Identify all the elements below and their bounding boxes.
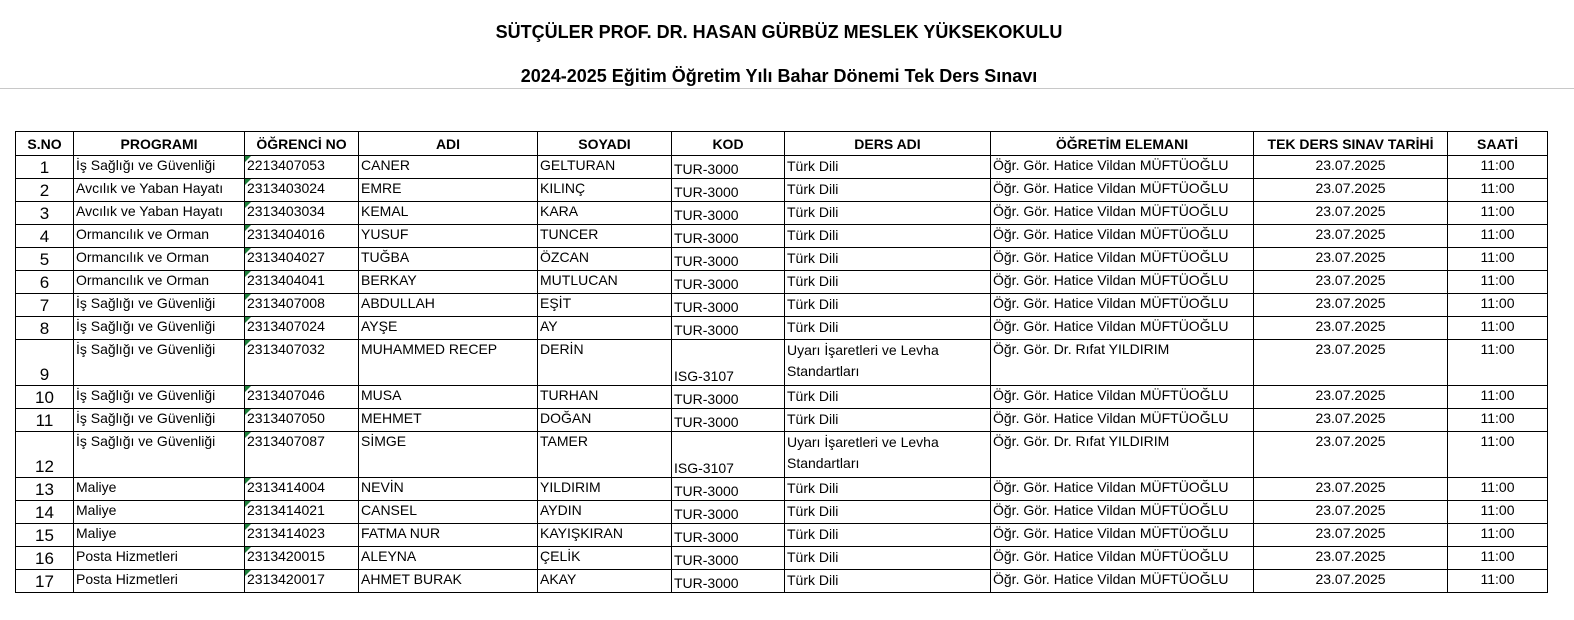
cell-time: 11:00: [1448, 386, 1548, 409]
cell-first-name: CANER: [359, 156, 538, 179]
cell-last-name: DERİN: [538, 340, 672, 386]
cell-time: 11:00: [1448, 294, 1548, 317]
cell-course: Türk Dili: [785, 547, 991, 570]
cell-course: Türk Dili: [785, 156, 991, 179]
cell-sno: 9: [16, 340, 74, 386]
cell-sno: 11: [16, 409, 74, 432]
header-sno: S.NO: [16, 132, 74, 156]
cell-student-no: 2313420015: [245, 547, 359, 570]
cell-course: Türk Dili: [785, 478, 991, 501]
cell-time: 11:00: [1448, 179, 1548, 202]
cell-program: Maliye: [74, 524, 245, 547]
cell-course: Uyarı İşaretleri ve Levha Standartları: [785, 340, 991, 386]
cell-exam-date: 23.07.2025: [1254, 294, 1448, 317]
cell-exam-date: 23.07.2025: [1254, 225, 1448, 248]
cell-program: Avcılık ve Yaban Hayatı: [74, 202, 245, 225]
cell-program: Maliye: [74, 478, 245, 501]
cell-time: 11:00: [1448, 524, 1548, 547]
cell-program: İş Sağlığı ve Güvenliği: [74, 409, 245, 432]
cell-course: Türk Dili: [785, 294, 991, 317]
cell-instructor: Öğr. Gör. Hatice Vildan MÜFTÜOĞLU: [991, 202, 1254, 225]
cell-time: 11:00: [1448, 202, 1548, 225]
cell-course: Türk Dili: [785, 524, 991, 547]
cell-student-no: 2213407053: [245, 156, 359, 179]
cell-last-name: GELTURAN: [538, 156, 672, 179]
cell-last-name: KAYIŞKIRAN: [538, 524, 672, 547]
cell-code: TUR-3000: [672, 202, 785, 225]
cell-program: İş Sağlığı ve Güvenliği: [74, 294, 245, 317]
cell-student-no: 2313420017: [245, 570, 359, 593]
cell-first-name: CANSEL: [359, 501, 538, 524]
cell-exam-date: 23.07.2025: [1254, 409, 1448, 432]
table-row: [16, 478, 1548, 501]
table-row: [16, 501, 1548, 524]
cell-last-name: ÖZCAN: [538, 248, 672, 271]
cell-exam-date: 23.07.2025: [1254, 248, 1448, 271]
cell-sno: 4: [16, 225, 74, 248]
cell-course: Türk Dili: [785, 501, 991, 524]
exam-table: [15, 131, 1548, 593]
cell-sno: 15: [16, 524, 74, 547]
cell-last-name: EŞİT: [538, 294, 672, 317]
cell-last-name: AYDIN: [538, 501, 672, 524]
cell-exam-date: 23.07.2025: [1254, 271, 1448, 294]
cell-code: TUR-3000: [672, 386, 785, 409]
cell-instructor: Öğr. Gör. Hatice Vildan MÜFTÜOĞLU: [991, 478, 1254, 501]
cell-course: Türk Dili: [785, 386, 991, 409]
cell-code: TUR-3000: [672, 179, 785, 202]
cell-student-no: 2313407024: [245, 317, 359, 340]
cell-first-name: AYŞE: [359, 317, 538, 340]
header-last-name: SOYADI: [538, 132, 672, 156]
cell-exam-date: 23.07.2025: [1254, 501, 1448, 524]
table-row: [16, 248, 1548, 271]
cell-first-name: NEVİN: [359, 478, 538, 501]
cell-code: TUR-3000: [672, 156, 785, 179]
cell-exam-date: 23.07.2025: [1254, 317, 1448, 340]
cell-exam-date: 23.07.2025: [1254, 547, 1448, 570]
cell-first-name: EMRE: [359, 179, 538, 202]
cell-time: 11:00: [1448, 225, 1548, 248]
cell-course: Türk Dili: [785, 202, 991, 225]
cell-course: Uyarı İşaretleri ve Levha Standartları: [785, 432, 991, 478]
cell-code: TUR-3000: [672, 478, 785, 501]
cell-last-name: TUNCER: [538, 225, 672, 248]
cell-exam-date: 23.07.2025: [1254, 202, 1448, 225]
cell-time: 11:00: [1448, 317, 1548, 340]
cell-program: Ormancılık ve Orman: [74, 271, 245, 294]
cell-sno: 16: [16, 547, 74, 570]
cell-first-name: MEHMET: [359, 409, 538, 432]
cell-student-no: 2313403024: [245, 179, 359, 202]
cell-last-name: KARA: [538, 202, 672, 225]
cell-time: 11:00: [1448, 340, 1548, 386]
document-subtitle: 2024-2025 Eğitim Öğretim Yılı Bahar Dönemi Tek Ders Sınavı: [520, 66, 1038, 86]
cell-time: 11:00: [1448, 156, 1548, 179]
cell-sno: 10: [16, 386, 74, 409]
cell-exam-date: 23.07.2025: [1254, 432, 1448, 478]
header-row: [16, 132, 1548, 156]
table-row: [16, 317, 1548, 340]
cell-exam-date: 23.07.2025: [1254, 179, 1448, 202]
cell-code: ISG-3107: [672, 432, 785, 478]
cell-sno: 14: [16, 501, 74, 524]
cell-student-no: 2313404041: [245, 271, 359, 294]
header-exam-date: TEK DERS SINAV TARİHİ: [1254, 132, 1448, 156]
table-row: [16, 570, 1548, 593]
table-row: [16, 340, 1548, 386]
cell-instructor: Öğr. Gör. Hatice Vildan MÜFTÜOĞLU: [991, 179, 1254, 202]
cell-student-no: 2313404027: [245, 248, 359, 271]
cell-time: 11:00: [1448, 409, 1548, 432]
cell-first-name: BERKAY: [359, 271, 538, 294]
cell-sno: 6: [16, 271, 74, 294]
cell-code: TUR-3000: [672, 294, 785, 317]
cell-program: İş Sağlığı ve Güvenliği: [74, 432, 245, 478]
table-row: [16, 294, 1548, 317]
cell-program: Posta Hizmetleri: [74, 570, 245, 593]
cell-last-name: AKAY: [538, 570, 672, 593]
cell-student-no: 2313414023: [245, 524, 359, 547]
cell-code: TUR-3000: [672, 501, 785, 524]
cell-instructor: Öğr. Gör. Hatice Vildan MÜFTÜOĞLU: [991, 225, 1254, 248]
cell-exam-date: 23.07.2025: [1254, 570, 1448, 593]
cell-instructor: Öğr. Gör. Hatice Vildan MÜFTÜOĞLU: [991, 271, 1254, 294]
table-row: [16, 179, 1548, 202]
cell-course: Türk Dili: [785, 570, 991, 593]
header-program: PROGRAMI: [74, 132, 245, 156]
cell-sno: 1: [16, 156, 74, 179]
cell-course: Türk Dili: [785, 248, 991, 271]
cell-time: 11:00: [1448, 547, 1548, 570]
header-instructor: ÖĞRETİM ELEMANI: [991, 132, 1254, 156]
cell-first-name: ABDULLAH: [359, 294, 538, 317]
cell-last-name: MUTLUCAN: [538, 271, 672, 294]
cell-last-name: YILDIRIM: [538, 478, 672, 501]
cell-instructor: Öğr. Gör. Hatice Vildan MÜFTÜOĞLU: [991, 524, 1254, 547]
cell-first-name: AHMET BURAK: [359, 570, 538, 593]
cell-sno: 3: [16, 202, 74, 225]
cell-sno: 5: [16, 248, 74, 271]
cell-program: Ormancılık ve Orman: [74, 225, 245, 248]
table-row: [16, 156, 1548, 179]
cell-student-no: 2313414021: [245, 501, 359, 524]
cell-instructor: Öğr. Gör. Dr. Rıfat YILDIRIM: [991, 340, 1254, 386]
cell-time: 11:00: [1448, 248, 1548, 271]
cell-last-name: TURHAN: [538, 386, 672, 409]
cell-course: Türk Dili: [785, 271, 991, 294]
cell-student-no: 2313407087: [245, 432, 359, 478]
table-row: [16, 271, 1548, 294]
cell-first-name: FATMA NUR: [359, 524, 538, 547]
cell-instructor: Öğr. Gör. Hatice Vildan MÜFTÜOĞLU: [991, 156, 1254, 179]
cell-instructor: Öğr. Gör. Hatice Vildan MÜFTÜOĞLU: [991, 294, 1254, 317]
document-title: SÜTÇÜLER PROF. DR. HASAN GÜRBÜZ MESLEK YÜKSEKOKULU: [495, 22, 1063, 42]
cell-program: İş Sağlığı ve Güvenliği: [74, 156, 245, 179]
cell-code: TUR-3000: [672, 317, 785, 340]
table-row: [16, 547, 1548, 570]
cell-exam-date: 23.07.2025: [1254, 386, 1448, 409]
cell-course: Türk Dili: [785, 409, 991, 432]
cell-exam-date: 23.07.2025: [1254, 524, 1448, 547]
cell-program: İş Sağlığı ve Güvenliği: [74, 317, 245, 340]
table-row: [16, 409, 1548, 432]
cell-sno: 2: [16, 179, 74, 202]
cell-time: 11:00: [1448, 570, 1548, 593]
header-student-no: ÖĞRENCİ NO: [245, 132, 359, 156]
cell-sno: 17: [16, 570, 74, 593]
cell-instructor: Öğr. Gör. Hatice Vildan MÜFTÜOĞLU: [991, 501, 1254, 524]
cell-student-no: 2313407046: [245, 386, 359, 409]
table-row: [16, 225, 1548, 248]
cell-sno: 8: [16, 317, 74, 340]
cell-instructor: Öğr. Gör. Hatice Vildan MÜFTÜOĞLU: [991, 409, 1254, 432]
cell-program: Ormancılık ve Orman: [74, 248, 245, 271]
cell-code: TUR-3000: [672, 225, 785, 248]
cell-time: 11:00: [1448, 478, 1548, 501]
cell-program: Maliye: [74, 501, 245, 524]
cell-exam-date: 23.07.2025: [1254, 340, 1448, 386]
cell-time: 11:00: [1448, 271, 1548, 294]
cell-first-name: MUHAMMED RECEP: [359, 340, 538, 386]
cell-student-no: 2313414004: [245, 478, 359, 501]
cell-instructor: Öğr. Gör. Hatice Vildan MÜFTÜOĞLU: [991, 547, 1254, 570]
cell-instructor: Öğr. Gör. Hatice Vildan MÜFTÜOĞLU: [991, 386, 1254, 409]
cell-code: TUR-3000: [672, 409, 785, 432]
header-course: DERS ADI: [785, 132, 991, 156]
cell-course: Türk Dili: [785, 225, 991, 248]
cell-code: TUR-3000: [672, 524, 785, 547]
cell-first-name: YUSUF: [359, 225, 538, 248]
cell-first-name: SİMGE: [359, 432, 538, 478]
table-row: [16, 386, 1548, 409]
cell-first-name: KEMAL: [359, 202, 538, 225]
cell-program: Avcılık ve Yaban Hayatı: [74, 179, 245, 202]
cell-sno: 7: [16, 294, 74, 317]
cell-student-no: 2313404016: [245, 225, 359, 248]
cell-code: TUR-3000: [672, 248, 785, 271]
cell-first-name: MUSA: [359, 386, 538, 409]
cell-program: İş Sağlığı ve Güvenliği: [74, 386, 245, 409]
cell-last-name: TAMER: [538, 432, 672, 478]
cell-sno: 12: [16, 432, 74, 478]
header-time: SAATİ: [1448, 132, 1548, 156]
cell-exam-date: 23.07.2025: [1254, 156, 1448, 179]
cell-last-name: ÇELİK: [538, 547, 672, 570]
cell-instructor: Öğr. Gör. Hatice Vildan MÜFTÜOĞLU: [991, 570, 1254, 593]
table-row: [16, 432, 1548, 478]
cell-time: 11:00: [1448, 432, 1548, 478]
cell-student-no: 2313407008: [245, 294, 359, 317]
cell-student-no: 2313407032: [245, 340, 359, 386]
header-code: KOD: [672, 132, 785, 156]
table-row: [16, 524, 1548, 547]
cell-instructor: Öğr. Gör. Hatice Vildan MÜFTÜOĞLU: [991, 248, 1254, 271]
cell-student-no: 2313407050: [245, 409, 359, 432]
header-first-name: ADI: [359, 132, 538, 156]
cell-last-name: AY: [538, 317, 672, 340]
cell-course: Türk Dili: [785, 317, 991, 340]
cell-student-no: 2313403034: [245, 202, 359, 225]
cell-time: 11:00: [1448, 501, 1548, 524]
cell-last-name: DOĞAN: [538, 409, 672, 432]
cell-instructor: Öğr. Gör. Hatice Vildan MÜFTÜOĞLU: [991, 317, 1254, 340]
divider: [0, 88, 1574, 89]
cell-code: TUR-3000: [672, 547, 785, 570]
cell-last-name: KILINÇ: [538, 179, 672, 202]
cell-code: TUR-3000: [672, 271, 785, 294]
cell-code: TUR-3000: [672, 570, 785, 593]
table-row: [16, 202, 1548, 225]
cell-code: ISG-3107: [672, 340, 785, 386]
cell-instructor: Öğr. Gör. Dr. Rıfat YILDIRIM: [991, 432, 1254, 478]
cell-exam-date: 23.07.2025: [1254, 478, 1448, 501]
cell-first-name: TUĞBA: [359, 248, 538, 271]
cell-first-name: ALEYNA: [359, 547, 538, 570]
cell-course: Türk Dili: [785, 179, 991, 202]
cell-sno: 13: [16, 478, 74, 501]
cell-program: Posta Hizmetleri: [74, 547, 245, 570]
cell-program: İş Sağlığı ve Güvenliği: [74, 340, 245, 386]
